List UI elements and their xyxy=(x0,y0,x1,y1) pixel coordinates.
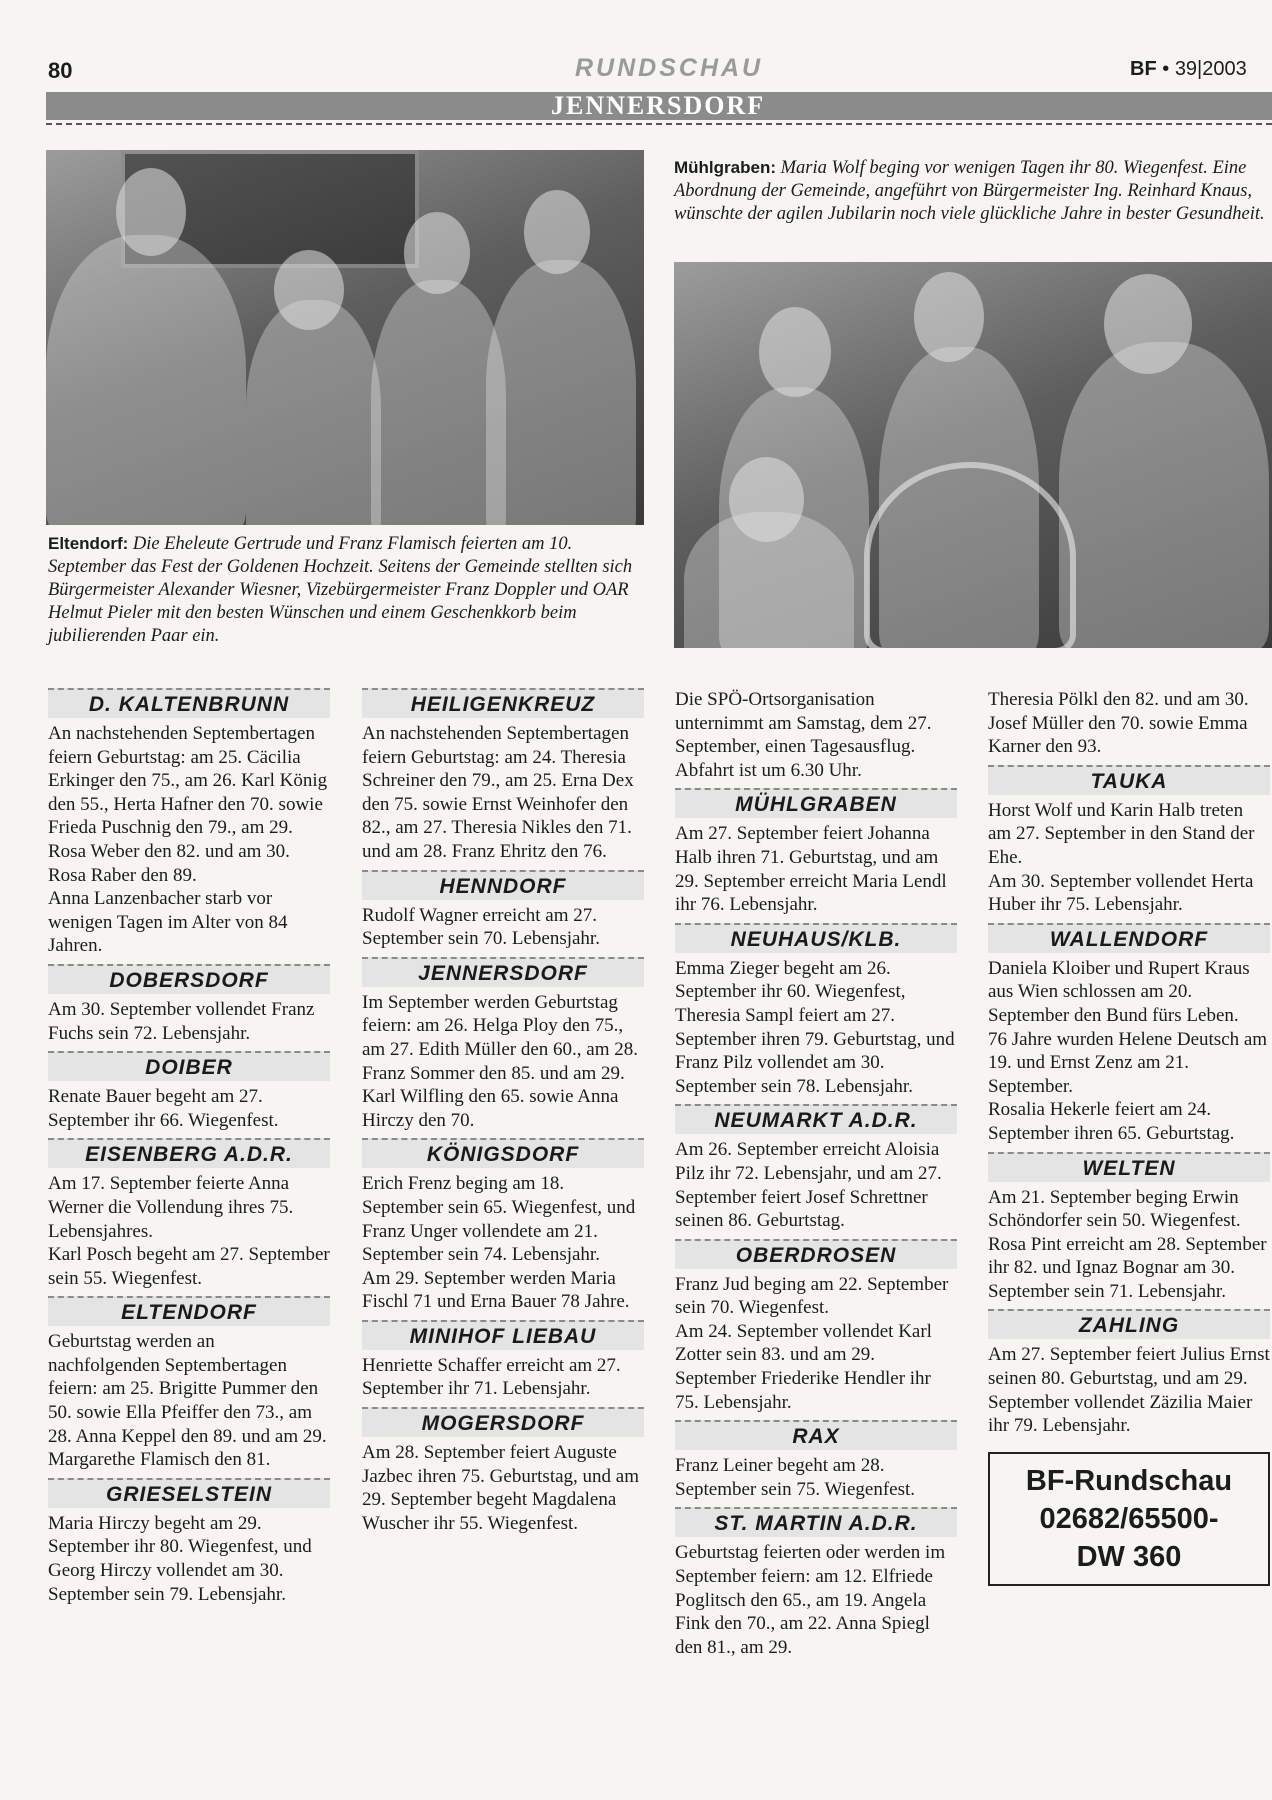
person-2 xyxy=(246,300,381,525)
section-paragraph: Franz Leiner begeht am 28. September sein 75. Wiegenfest. xyxy=(675,1455,916,1500)
caption-muehlgraben xyxy=(674,156,1266,226)
masthead: RUNDSCHAU xyxy=(575,54,764,82)
caption-place: Eltendorf: xyxy=(48,534,129,553)
section-paragraph: Theresia Pölkl den 82. und am 30. Josef Müller den 70. sowie Emma Karner den 93. xyxy=(988,689,1249,758)
section-heading: ZAHLING xyxy=(988,1309,1270,1339)
caption-eltendorf xyxy=(48,532,644,648)
section-paragraph: Am 21. September beging Erwin Schöndorfer sein 50. Wiegenfest. xyxy=(988,1186,1241,1232)
issue-info xyxy=(1130,58,1247,81)
caption-place: Mühlgraben: xyxy=(674,158,776,177)
person-1 xyxy=(46,235,246,525)
section-paragraph: Daniela Kloiber und Rupert Kraus aus Wien schlossen am 20. September den Bund fürs Leben. xyxy=(988,957,1250,1026)
person-1-head xyxy=(116,168,186,256)
section-paragraph: An nachstehenden Septembertagen feiern Geburtstag: am 24. Theresia Schreiner den 79., am 25. Erna Dex den 75. sowie Ernst Weinhofer den 82., am 27. Theresia Nikles den 71. und am 28. Franz Ehritz den 76. xyxy=(362,723,634,862)
page-number: 80 xyxy=(48,58,73,83)
section-heading: HENNDORF xyxy=(362,870,644,900)
issue-brand: BF xyxy=(1130,58,1157,80)
section-heading: HEILIGENKREUZ xyxy=(362,688,644,718)
section-heading: DOIBER xyxy=(48,1051,330,1081)
issue-separator: • xyxy=(1162,58,1170,80)
section-paragraph: Karl Posch begeht am 27. September sein 55. Wiegenfest. xyxy=(48,1244,330,1289)
caption-text: Maria Wolf beging vor wenigen Tagen ihr 80. Wiegenfest. Eine Abordnung der Gemeinde, angeführt von Bürgermeister Ing. Reinhard Knaus, wünschte der agilen Jubilarin noch viele glückliche Jahre in bester Gesundheit. xyxy=(674,158,1265,224)
section-paragraph: Die SPÖ-Ortsorganisation unternimmt am Samstag, dem 27. September, einen Tagesausflug. Abfahrt ist um 6.30 Uhr. xyxy=(675,689,932,781)
section-paragraph: Erich Frenz beging am 18. September sein 65. Wiegenfest, und Franz Unger vollendete am 21. September sein 74. Lebensjahr. xyxy=(362,1173,636,1266)
section-paragraph: Am 30. September vollendet Franz Fuchs sein 72. Lebensjahr. xyxy=(48,998,315,1044)
issue-number: 39|2003 xyxy=(1174,58,1247,80)
section-banner xyxy=(46,92,1272,120)
section-heading: D. KALTENBRUNN xyxy=(48,688,330,718)
photo-muehlgraben xyxy=(674,262,1272,648)
section-paragraph: Am 26. September erreicht Aloisia Pilz ihr 72. Lebensjahr, und am 27. September feiert Josef Schrettner seinen 86. Geburtstag. xyxy=(675,1139,942,1232)
ad-line: DW 360 xyxy=(1076,1540,1182,1573)
section-paragraph: Rosalia Hekerle feiert am 24. September ihren 65. Geburtstag. xyxy=(988,1099,1235,1144)
section-paragraph: Rudolf Wagner erreicht am 27. September sein 70. Lebensjahr. xyxy=(362,904,600,950)
section-paragraph: Am 27. September feiert Julius Ernst seinen 80. Geburtstag, und am 29. September vollendet Zäzilia Maier ihr 79. Lebensjahr. xyxy=(988,1344,1270,1437)
section-paragraph: Am 30. September vollendet Herta Huber ihr 75. Lebensjahr. xyxy=(988,870,1254,916)
photo-eltendorf xyxy=(46,150,644,525)
section-heading: MINIHOF LIEBAU xyxy=(362,1320,644,1350)
section-paragraph: Am 28. September feiert Auguste Jazbec ihren 75. Geburtstag, und am 29. September begeht Magdalena Wuscher ihr 55. Wiegenfest. xyxy=(362,1442,639,1534)
column-4 xyxy=(988,688,1270,1586)
section-paragraph: Horst Wolf und Karin Halb treten am 27. September in den Stand der Ehe. xyxy=(988,799,1255,868)
person-2-head xyxy=(729,457,804,542)
column-3 xyxy=(675,688,957,1659)
ad-line: 02682/65500- xyxy=(1039,1502,1219,1535)
person-4-head xyxy=(524,190,590,274)
ad-line: BF-Rundschau xyxy=(1025,1464,1233,1497)
section-heading: WALLENDORF xyxy=(988,923,1270,953)
section-heading: WELTEN xyxy=(988,1152,1270,1182)
section-heading: MÜHLGRABEN xyxy=(675,788,957,818)
section-paragraph: Maria Hirczy begeht am 29. September ihr 80. Wiegenfest, und Georg Hirczy vollendet am 30. September sein 79. Lebensjahr. xyxy=(48,1512,312,1605)
section-paragraph: Am 24. September vollendet Karl Zotter sein 83. und am 29. September Friederike Hendler ihr 75. Lebensjahr. xyxy=(675,1320,932,1413)
banner-rule xyxy=(46,123,1272,125)
section-heading: KÖNIGSDORF xyxy=(362,1138,644,1168)
section-paragraph: 76 Jahre wurden Helene Deutsch am 19. und Ernst Zenz am 21. September. xyxy=(988,1028,1268,1097)
section-heading: JENNERSDORF xyxy=(362,957,644,987)
person-1-head xyxy=(759,307,831,397)
section-paragraph: Geburtstag feierten oder werden im September feiern: am 12. Elfriede Poglitsch den 65., am 19. Angela Fink den 70., am 22. Anna Spiegl den 81., am 29. xyxy=(675,1542,946,1658)
section-paragraph: Am 17. September feierte Anna Werner die Vollendung ihres 75. Lebensjahres. xyxy=(48,1173,294,1242)
person-3-head xyxy=(404,212,470,294)
caption-text: Die Eheleute Gertrude und Franz Flamisch feierten am 10. September das Fest der Goldenen Hochzeit. Seitens der Gemeinde stellten sich Bürgermeister Alexander Wiesner, Vizebürgermeister Franz Doppler und OAR Helmut Pieler mit den besten Wünschen und einem Geschenkkorb beim jubilierenden Paar ein. xyxy=(48,534,633,646)
person-4-head xyxy=(1104,274,1192,374)
section-heading: TAUKA xyxy=(988,765,1270,795)
section-paragraph: Henriette Schaffer erreicht am 27. September ihr 71. Lebensjahr. xyxy=(362,1354,621,1400)
section-heading: ST. MARTIN A.D.R. xyxy=(675,1507,957,1537)
section-heading: ELTENDORF xyxy=(48,1296,330,1326)
section-heading: MOGERSDORF xyxy=(362,1407,644,1437)
section-paragraph: Im September werden Geburtstag feiern: am 26. Helga Ploy den 75., am 27. Edith Müller den 60., am 28. Franz Sommer den 85. und am 29. Karl Wilfling den 65. sowie Anna Hirczy den 70. xyxy=(362,991,638,1131)
section-paragraph: Am 29. September werden Maria Fischl 71 und Erna Bauer 78 Jahre. xyxy=(362,1267,630,1313)
gift-basket xyxy=(864,462,1076,648)
column-2 xyxy=(362,688,644,1535)
section-paragraph: Am 27. September feiert Johanna Halb ihren 71. Geburtstag, und am 29. September erreicht Maria Lendl ihr 76. Lebensjahr. xyxy=(675,823,947,916)
person-4 xyxy=(1059,342,1269,648)
person-2-head xyxy=(274,250,344,330)
section-paragraph: Geburtstag werden an nachfolgenden Septembertagen feiern: am 25. Brigitte Pummer den 50. sowie Ella Pfeiffer den 73., am 28. Anna Keppel den 89. und am 29. Margarethe Flamisch den 81. xyxy=(48,1331,327,1471)
section-heading: DOBERSDORF xyxy=(48,964,330,994)
banner-title: JENNERSDORF xyxy=(551,91,766,120)
person-3-head xyxy=(914,272,984,362)
person-4 xyxy=(486,260,636,525)
section-heading: EISENBERG A.D.R. xyxy=(48,1138,330,1168)
section-heading: GRIESELSTEIN xyxy=(48,1478,330,1508)
section-paragraph: Renate Bauer begeht am 27. September ihr 66. Wiegenfest. xyxy=(48,1086,279,1131)
ad-box xyxy=(988,1452,1270,1586)
section-paragraph: An nachstehenden Septembertagen feiern Geburtstag: am 25. Cäcilia Erkinger den 75., am 26. Karl König den 55., Herta Hafner den 70. sowie Frieda Puschnig den 79., am 29. Rosa Weber den 82. und am 30. Rosa Raber den 89. xyxy=(48,723,328,886)
section-paragraph: Rosa Pint erreicht am 28. September ihr 82. und Ignaz Bognar am 30. September sein 71. Lebensjahr. xyxy=(988,1233,1267,1302)
section-heading: RAX xyxy=(675,1420,957,1450)
section-paragraph: Franz Jud beging am 22. September sein 70. Wiegenfest. xyxy=(675,1273,949,1319)
section-heading: NEUHAUS/KLB. xyxy=(675,923,957,953)
section-paragraph: Anna Lanzenbacher starb vor wenigen Tagen im Alter von 84 Jahren. xyxy=(48,888,288,957)
column-1 xyxy=(48,688,330,1606)
section-paragraph: Emma Zieger begeht am 26. September ihr 60. Wiegenfest, Theresia Sampl feiert am 27. September ihren 79. Geburtstag, und Franz Pilz vollendet am 30. September sein 78. Lebensjahr. xyxy=(675,957,955,1097)
section-heading: NEUMARKT A.D.R. xyxy=(675,1104,957,1134)
section-heading: OBERDROSEN xyxy=(675,1239,957,1269)
